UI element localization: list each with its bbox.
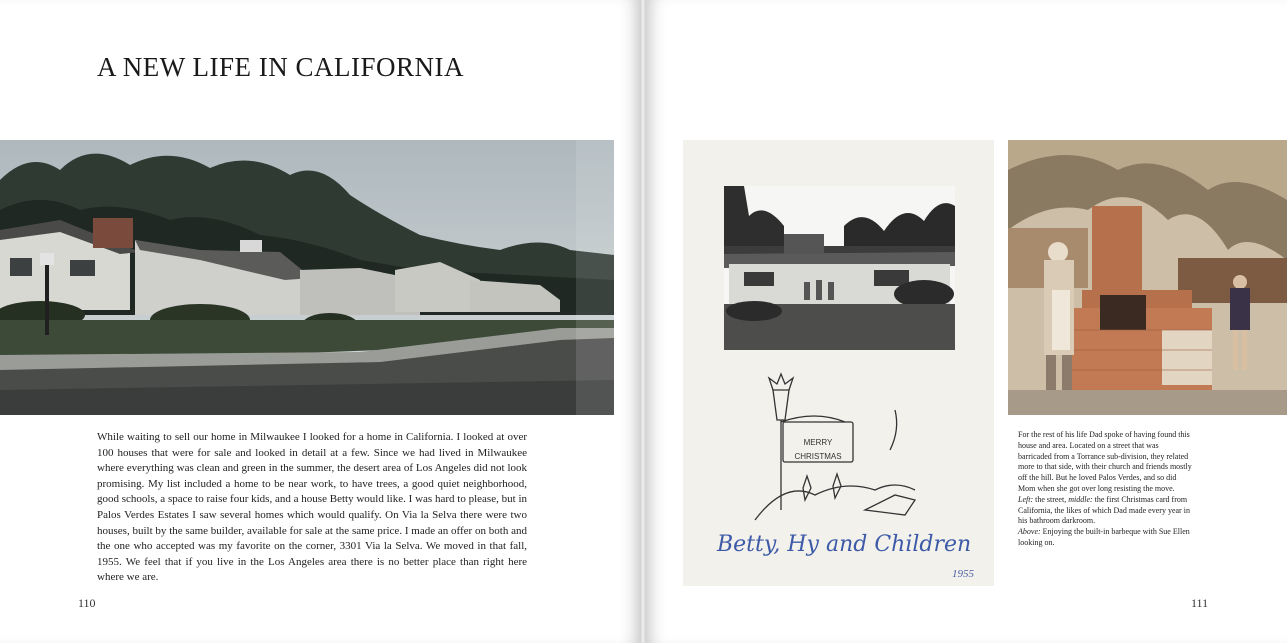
card-signature: Betty, Hy and Children: [717, 532, 972, 557]
caption-above-text: Enjoying the built-in barbeque with Sue Ellen looking on.: [1018, 527, 1190, 547]
christmas-card: [683, 140, 994, 586]
left-page: [0, 0, 640, 643]
caption-left-text: the street,: [1033, 494, 1069, 504]
page-number-right: 111: [1191, 596, 1209, 610]
card-sign: [786, 436, 850, 464]
barbeque-photo: [1008, 140, 1287, 415]
card-year: 1955: [952, 568, 974, 580]
caption-middle-text: the first Christmas card from California, the likes of which Dad made every year in his bathroom darkroom.: [1018, 494, 1190, 526]
photo-caption: [1018, 430, 1193, 549]
street-photo: [0, 140, 614, 415]
right-page: [646, 0, 1287, 643]
card-sign-line2: CHRISTMAS: [794, 452, 842, 461]
card-house-photo: [724, 186, 955, 350]
body-text: While waiting to sell our home in Milwaukee I looked for a home in California. I looked at over 100 houses that were for sale and looked in detail at a few. Since we had lived in Milwaukee where everything was clean and green in the summer, the desert area of Los Angeles did not look promising. My list included a home to be near work, to have trees, a good quiet neighborhood, good schools, a space to raise four kids, and a house Betty would like. I was hard to please, but in Palos Verdes Estates I saw several homes which would qualify. On Via la Selva there were two houses, built by the same builder, available for sale at the same price. I made an offer on both and the one who accepted was my favorite on the corner, 3301 Via la Selva. We moved in that fall, 1955. We feel that if you live in the Los Angeles area there is no better place than right here where we are.: [97, 431, 527, 584]
chapter-title: A NEW LIFE IN CALIFORNIA: [97, 52, 464, 82]
caption-above-label: Above:: [1018, 527, 1041, 537]
caption-middle-label: middle:: [1068, 494, 1093, 504]
page-number-left: 110: [78, 596, 96, 610]
caption-left-label: Left:: [1018, 494, 1034, 504]
card-sign-line1: MERRY: [803, 438, 833, 447]
caption-paragraph: For the rest of his life Dad spoke of having found this house and area. Located on a street that was barricaded from a Torrance sub-division, they related more to that side, with their church and friends mostly off the hill. But he loved Palos Verdes, and so did Mom when she got over long resisting the move.: [1018, 430, 1192, 493]
